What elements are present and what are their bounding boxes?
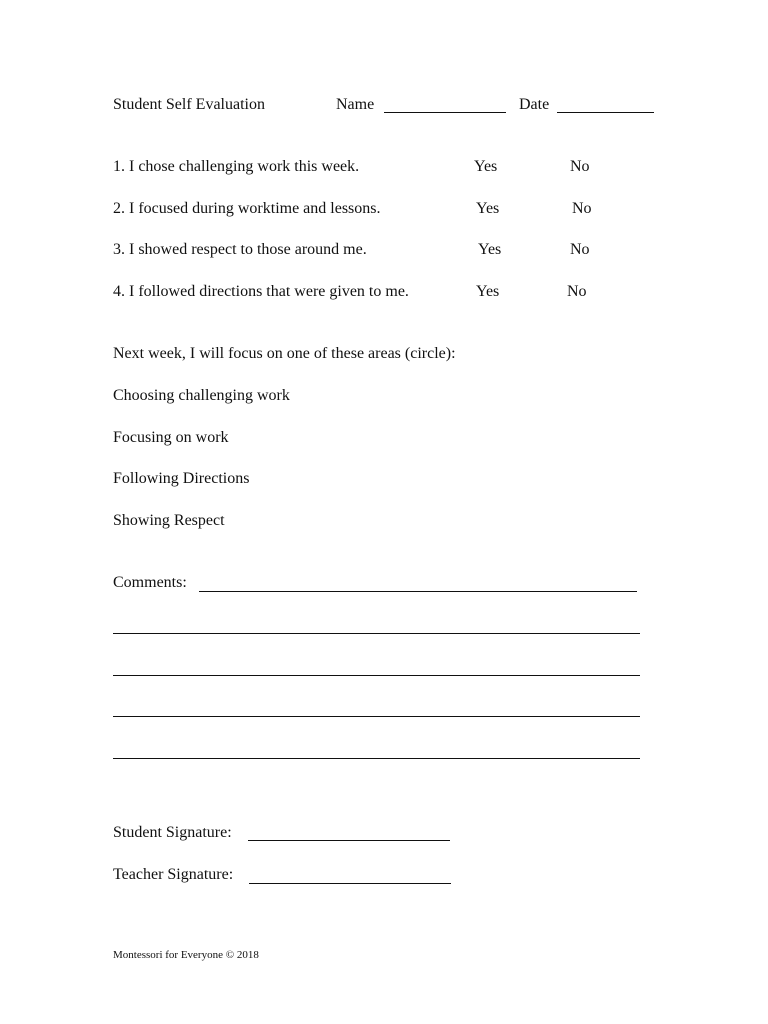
- focus-option-challenging-work[interactable]: Choosing challenging work: [113, 387, 290, 404]
- focus-option-focusing[interactable]: Focusing on work: [113, 429, 229, 446]
- student-signature-label: Student Signature:: [113, 824, 232, 841]
- comments-line[interactable]: [113, 633, 640, 634]
- question-4-no[interactable]: No: [567, 283, 587, 300]
- question-2-no[interactable]: No: [572, 200, 592, 217]
- question-3-text: 3. I showed respect to those around me.: [113, 241, 367, 258]
- comments-line[interactable]: [113, 758, 640, 759]
- name-blank[interactable]: [384, 112, 506, 113]
- question-2-yes[interactable]: Yes: [476, 200, 500, 217]
- comments-line[interactable]: [113, 675, 640, 676]
- question-1-no[interactable]: No: [570, 158, 590, 175]
- comments-label: Comments:: [113, 574, 187, 591]
- question-4-yes[interactable]: Yes: [476, 283, 500, 300]
- comments-line[interactable]: [199, 591, 637, 592]
- teacher-signature-line[interactable]: [249, 883, 451, 884]
- question-3-yes[interactable]: Yes: [478, 241, 502, 258]
- question-3-no[interactable]: No: [570, 241, 590, 258]
- comments-line[interactable]: [113, 716, 640, 717]
- footer-copyright: Montessori for Everyone © 2018: [113, 949, 259, 961]
- date-label: Date: [519, 96, 550, 113]
- focus-option-respect[interactable]: Showing Respect: [113, 512, 225, 529]
- question-4-text: 4. I followed directions that were given to me.: [113, 283, 409, 300]
- question-1-text: 1. I chose challenging work this week.: [113, 158, 360, 175]
- name-label: Name: [336, 96, 375, 113]
- focus-prompt: Next week, I will focus on one of these areas (circle):: [113, 345, 456, 362]
- student-signature-line[interactable]: [248, 840, 450, 841]
- question-2-text: 2. I focused during worktime and lessons.: [113, 200, 381, 217]
- form-title: Student Self Evaluation: [113, 96, 265, 113]
- date-blank[interactable]: [557, 112, 654, 113]
- focus-option-directions[interactable]: Following Directions: [113, 470, 250, 487]
- question-1-yes[interactable]: Yes: [474, 158, 498, 175]
- teacher-signature-label: Teacher Signature:: [113, 866, 234, 883]
